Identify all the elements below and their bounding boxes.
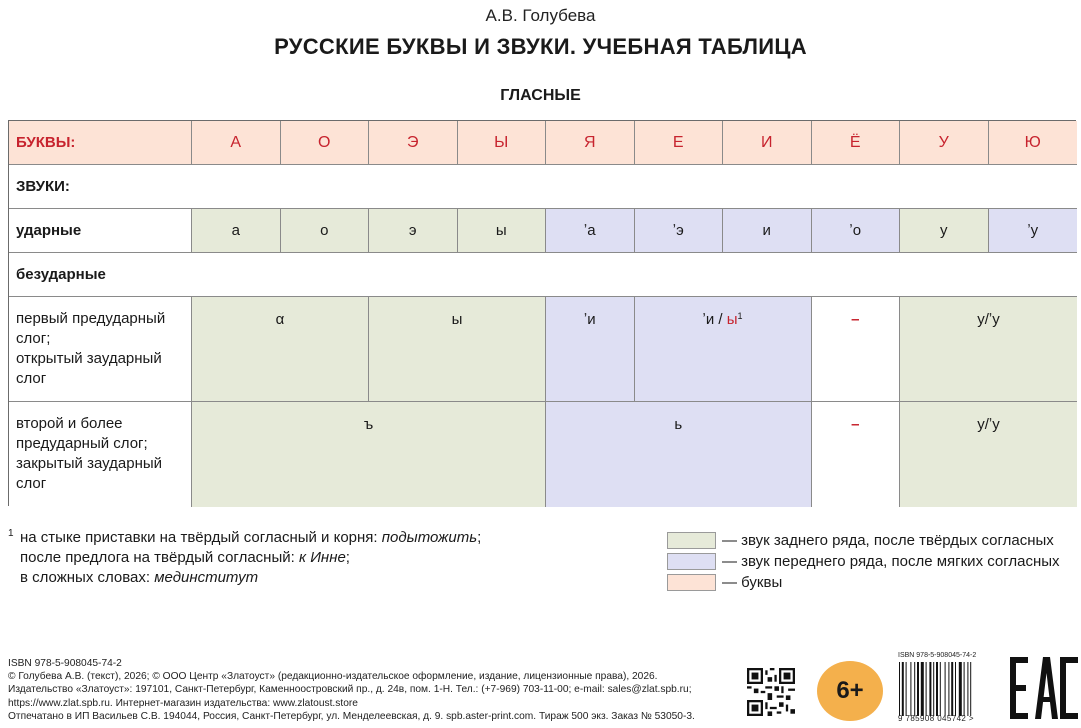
age-rating-badge: 6+	[817, 661, 883, 721]
row2-yo: –	[812, 402, 901, 507]
letter-cell: Ё	[812, 121, 901, 165]
row1-label-line: первый предударный	[16, 310, 166, 327]
footnote-example: подытожить	[381, 529, 478, 546]
barcode-bar	[955, 662, 956, 716]
footnote-line	[8, 528, 568, 548]
footnote-mark: 1	[8, 528, 14, 539]
imprint-line: https://www.zlat.spb.ru. Интернет-магазин издательства: www.zlatoust.store	[8, 697, 358, 709]
letters-label: БУКВЫ:	[9, 121, 192, 165]
letter-cell: Я	[546, 121, 635, 165]
barcode-bar	[964, 662, 965, 716]
legend-item	[667, 551, 1077, 571]
eac-mark-icon	[1010, 657, 1078, 719]
imprint-line: © Голубева А.В. (текст), 2026; © ООО Центр «Златоуст» (редакционно-издательское оформление, издание, лицензионные права), 2026.	[8, 671, 658, 683]
imprint-line: ISBN 978-5-908045-74-2	[8, 658, 122, 669]
unstressed-label: безударные	[9, 253, 1077, 297]
barcode-bar	[936, 662, 938, 716]
legend-item	[667, 530, 1077, 550]
letter-cell: Ы	[458, 121, 547, 165]
row1-label-line: слог;	[16, 330, 51, 347]
sounds-label: ЗВУКИ:	[9, 165, 1077, 209]
footnote-line	[8, 568, 568, 588]
row1-label-line: слог	[16, 370, 47, 387]
legend-item	[667, 572, 1077, 592]
letter-cell: Е	[635, 121, 724, 165]
stressed-sound: ʼа	[546, 209, 635, 253]
letter-cell: А	[192, 121, 281, 165]
letter-cell: Ю	[989, 121, 1078, 165]
stressed-sound: ы	[458, 209, 547, 253]
footnote-punct: ;	[345, 549, 350, 566]
footnote-text: на стыке приставки на твёрдый согласный и корня:	[20, 529, 382, 546]
row2-label-line: закрытый заударный	[16, 455, 163, 472]
footnote-text: после предлога на твёрдый согласный:	[20, 549, 299, 566]
section-title: ГЛАСНЫЕ	[500, 87, 581, 104]
row2-label	[9, 402, 192, 507]
barcode-bar	[970, 662, 971, 716]
stressed-sound: э	[369, 209, 458, 253]
letter-cell: У	[900, 121, 989, 165]
legend-swatch-back	[667, 532, 716, 549]
barcode-bar	[945, 662, 946, 716]
footnote-ref: 1	[737, 311, 743, 321]
row2-label-line: слог	[16, 475, 47, 492]
legend-swatch-letters	[667, 574, 716, 591]
stressed-sound: ʼэ	[635, 209, 724, 253]
imprint	[8, 657, 738, 723]
barcode-bar	[921, 662, 924, 716]
barcode-bar	[914, 662, 915, 716]
barcode-number: 9 785908 045742 >	[898, 714, 974, 723]
barcode-bar	[929, 662, 931, 716]
footnote-example: мединститут	[154, 569, 259, 586]
stressed-sound: ʼо	[812, 209, 901, 253]
row1-e-i-main: ʼи /	[702, 311, 723, 328]
imprint-line: Отпечатано в ИП Васильев С.В. 194044, Россия, Санкт-Петербург, ул. Менделеевская, д. 9. spb.aster-print.com. Тираж 500 экз. Заказ № 53050-3.	[8, 710, 695, 722]
barcode-bar	[906, 662, 907, 716]
legend-swatch-front	[667, 553, 716, 570]
barcode-bar	[967, 662, 968, 716]
stressed-sound: о	[281, 209, 370, 253]
footnote-punct: ;	[477, 529, 482, 546]
row1-label	[9, 297, 192, 402]
row1-e-y: ы	[369, 297, 546, 402]
stressed-sound: а	[192, 209, 281, 253]
barcode-bar	[940, 662, 941, 716]
row1-a-o: α	[192, 297, 369, 402]
row1-label-line: открытый заударный	[16, 350, 162, 367]
row2-label-line: предударный слог;	[16, 435, 148, 452]
barcode-bar	[917, 662, 919, 716]
footnote-line	[8, 548, 568, 568]
row2-label-line: второй и более	[16, 415, 123, 432]
barcode-bar	[948, 662, 949, 716]
barcode-bar	[951, 662, 953, 716]
author: А.В. Голубева	[485, 6, 596, 25]
barcode-bar	[926, 662, 927, 716]
page-title: РУССКИЕ БУКВЫ И ЗВУКИ. УЧЕБНАЯ ТАБЛИЦА	[274, 34, 807, 59]
barcode-isbn: ISBN 978-5-908045-74-2	[898, 652, 977, 659]
footnote-example: к Инне	[298, 549, 346, 566]
legend-label: — звук переднего ряда, после мягких согласных	[722, 552, 1060, 570]
letter-cell: Э	[369, 121, 458, 165]
row1-u-yu: у/ʼу	[900, 297, 1077, 402]
footnote-text: в сложных словах:	[20, 569, 155, 586]
qr-code-icon	[747, 668, 795, 716]
barcode-bar	[902, 662, 904, 716]
legend-label: — буквы	[722, 573, 783, 591]
imprint-line: Издательство «Златоуст»: 197101, Санкт-Петербург, Каменноостровский пр., д. 24в, пом. 1-Н. Тел.: (+7-969) 703-11-00; e-mail: sales@zlat.spb.ru;	[8, 684, 692, 696]
barcode-bar	[899, 662, 900, 716]
stressed-sound: ʼу	[989, 209, 1078, 253]
barcode-icon	[898, 662, 992, 716]
letter-cell: И	[723, 121, 812, 165]
barcode-bar	[959, 662, 962, 716]
stressed-sound: и	[723, 209, 812, 253]
row1-ya: ʼи	[546, 297, 635, 402]
row1-yo: –	[812, 297, 901, 402]
stressed-label: ударные	[9, 209, 192, 253]
stressed-sound: у	[900, 209, 989, 253]
row2-u-yu: у/ʼу	[900, 402, 1077, 507]
legend-label: — звук заднего ряда, после твёрдых согласных	[722, 531, 1054, 549]
row2-front: ь	[546, 402, 812, 507]
footnote	[8, 528, 568, 588]
letter-cell: О	[281, 121, 370, 165]
row1-e-i-alt: ы	[726, 311, 738, 328]
row2-back: ъ	[192, 402, 546, 507]
barcode-bar	[910, 662, 911, 716]
legend	[667, 530, 1077, 593]
barcode-bar	[933, 662, 934, 716]
vowels-table	[8, 120, 1076, 506]
row1-e-i	[635, 297, 812, 402]
